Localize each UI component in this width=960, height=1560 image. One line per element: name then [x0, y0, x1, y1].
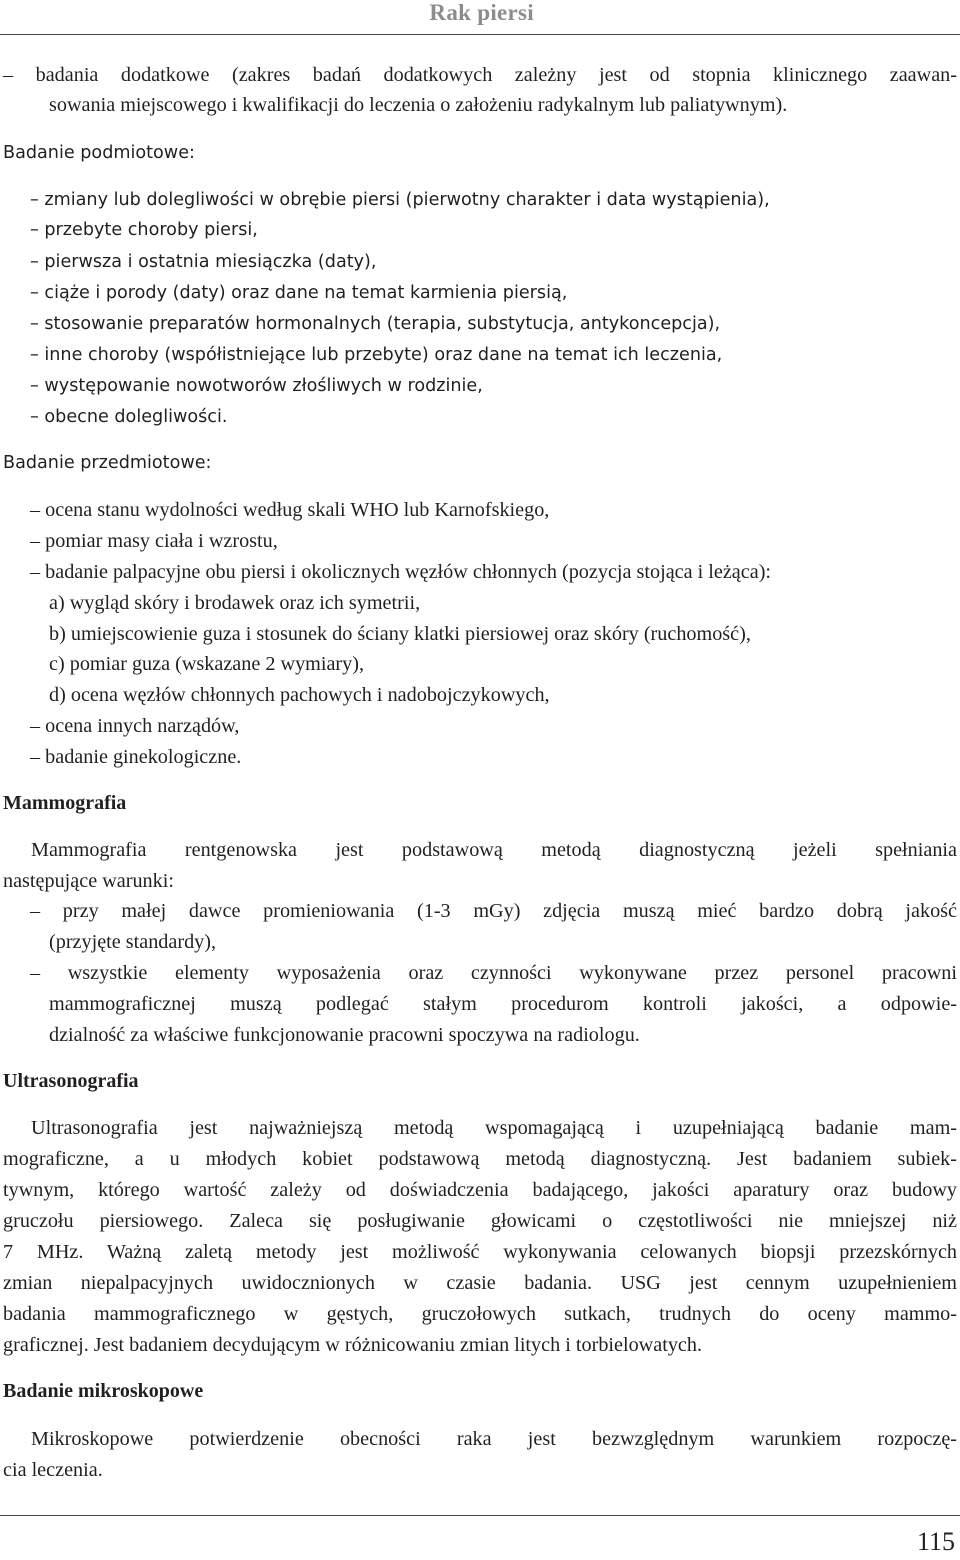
- subjective-item: – obecne dolegliwości.: [30, 407, 228, 427]
- page-header-title: Rak piersi: [429, 0, 534, 25]
- subjective-heading: Badanie podmiotowe:: [3, 143, 195, 163]
- microscopy-heading: Badanie mikroskopowe: [3, 1380, 204, 1402]
- mammography-bullet: – wszystkie elementy wyposażenia oraz czynności wykonywane przez personel pracowni: [30, 962, 957, 984]
- mammography-line: (przyjęte standardy),: [49, 931, 217, 953]
- subjective-item: – inne choroby (współistniejące lub przebyte) oraz dane na temat ich leczenia,: [30, 345, 723, 365]
- ultrasound-heading: Ultrasonografia: [3, 1070, 139, 1092]
- subjective-item: – ciąże i porody (daty) oraz dane na temat karmienia piersią,: [30, 283, 568, 303]
- ultrasound-line: tywnym, którego wartość zależy od doświadczenia badającego, jakości aparatury oraz budowy: [3, 1179, 957, 1201]
- ultrasound-line: Ultrasonografia jest najważniejszą metodą wspomagającą i uzupełniającą badanie mam-: [31, 1117, 957, 1139]
- mammography-line: dzialność za właściwe funkcjonowanie pracowni spoczywa na radiologu.: [49, 1024, 640, 1046]
- mammography-heading: Mammografia: [3, 792, 127, 814]
- mammography-line: mammograficznej muszą podlegać stałym procedurom kontroli jakości, a odpowie-: [49, 993, 957, 1015]
- objective-item: – ocena innych narządów,: [30, 715, 240, 737]
- objective-item: – badanie palpacyjne obu piersi i okolicznych węzłów chłonnych (pozycja stojąca i leżąca):: [30, 561, 772, 583]
- ultrasound-line: gruczołu piersiowego. Zaleca się posługiwanie głowicami o częstotliwości nie mniejszej niż: [3, 1210, 957, 1232]
- objective-subitem: b) umiejscowienie guza i stosunek do ściany klatki piersiowej oraz skóry (ruchomość),: [49, 623, 751, 645]
- subjective-item: – stosowanie preparatów hormonalnych (terapia, substytucja, antykoncepcja),: [30, 314, 721, 334]
- subjective-item: – przebyte choroby piersi,: [30, 220, 258, 240]
- intro-line-2: sowania miejscowego i kwalifikacji do leczenia o założeniu radykalnym lub paliatywnym).: [49, 94, 788, 116]
- objective-heading: Badanie przedmiotowe:: [3, 453, 212, 473]
- subjective-item: – pierwsza i ostatnia miesiączka (daty),: [30, 252, 377, 272]
- ultrasound-line: zmian niepalpacyjnych uwidocznionych w czasie badania. USG jest cennym uzupełnieniem: [3, 1272, 957, 1294]
- ultrasound-line: badania mammograficznego w gęstych, gruczołowych sutkach, trudnych do oceny mammo-: [3, 1303, 957, 1325]
- objective-item: – badanie ginekologiczne.: [30, 746, 242, 768]
- intro-line-1: – badania dodatkowe (zakres badań dodatkowych zależny jest od stopnia klinicznego zaawan-: [3, 64, 957, 86]
- microscopy-line: Mikroskopowe potwierdzenie obecności raka jest bezwzględnym warunkiem rozpoczę-: [31, 1428, 957, 1450]
- objective-item: – ocena stanu wydolności według skali WHO lub Karnofskiego,: [30, 499, 550, 521]
- subjective-item: – występowanie nowotworów złośliwych w rodzinie,: [30, 376, 483, 396]
- mammography-line: następujące warunki:: [3, 870, 174, 892]
- page-number: 115: [916, 1527, 955, 1556]
- objective-subitem: d) ocena węzłów chłonnych pachowych i nadobojczykowych,: [49, 684, 550, 706]
- objective-subitem: a) wygląd skóry i brodawek oraz ich symetrii,: [49, 592, 421, 614]
- footer-rule: [0, 1515, 960, 1516]
- ultrasound-line: mograficzne, a u młodych kobiet podstawową metodą diagnostyczną. Jest badaniem subiek-: [3, 1148, 957, 1170]
- subjective-item: – zmiany lub dolegliwości w obrębie piersi (pierwotny charakter i data wystąpienia),: [30, 190, 770, 210]
- objective-item: – pomiar masy ciała i wzrostu,: [30, 530, 278, 552]
- mammography-bullet: – przy małej dawce promieniowania (1-3 mGy) zdjęcia muszą mieć bardzo dobrą jakość: [30, 900, 957, 922]
- mammography-line: Mammografia rentgenowska jest podstawową metodą diagnostyczną jeżeli spełniania: [31, 839, 957, 861]
- microscopy-line: cia leczenia.: [3, 1459, 103, 1481]
- header-rule: [0, 34, 960, 35]
- ultrasound-line: graficznej. Jest badaniem decydującym w różnicowaniu zmian litych i torbielowatych.: [3, 1334, 703, 1356]
- ultrasound-line: 7 MHz. Ważną zaletą metody jest możliwość wykonywania celowanych biopsji przezskórnych: [3, 1241, 957, 1263]
- objective-subitem: c) pomiar guza (wskazane 2 wymiary),: [49, 653, 365, 675]
